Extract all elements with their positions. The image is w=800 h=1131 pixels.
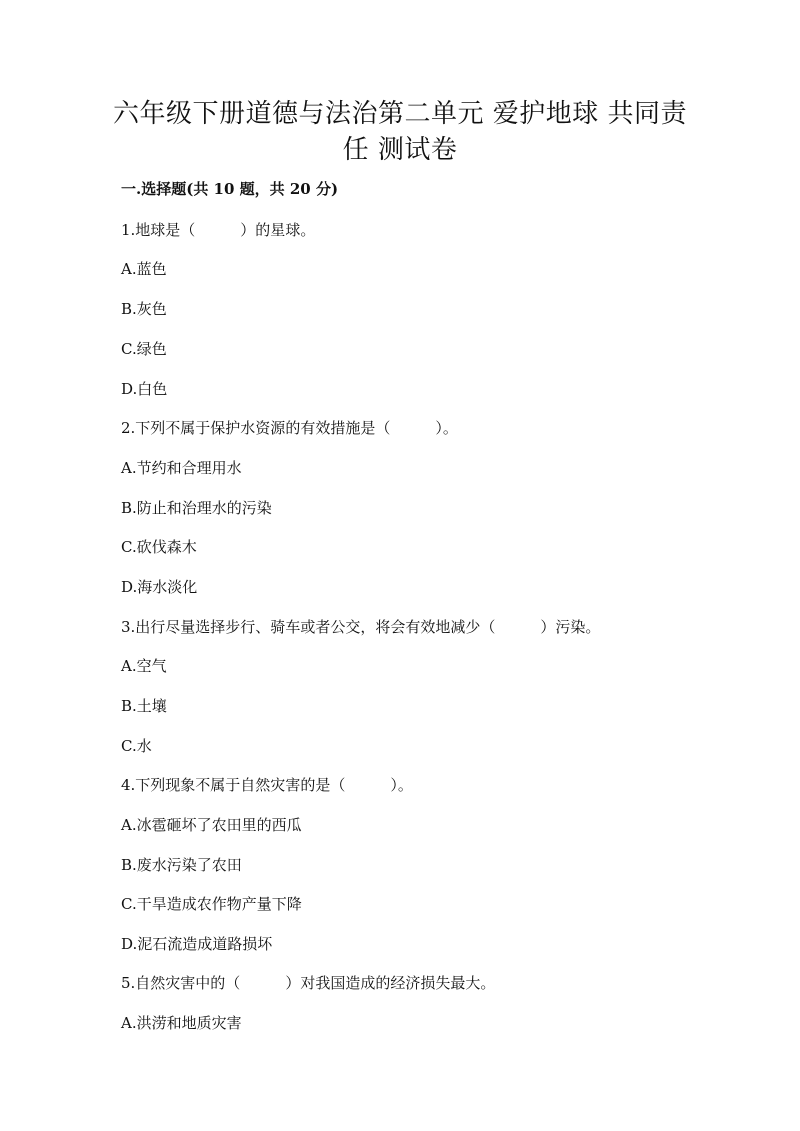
question-1-option-d: D.白色	[121, 380, 168, 398]
question-4-option-c: C.干旱造成农作物产量下降	[121, 895, 302, 913]
question-4-stem: 4.下列现象不属于自然灾害的是（ ）。	[121, 776, 413, 794]
question-3-option-a: A.空气	[121, 657, 167, 675]
question-1-option-c: C.绿色	[121, 340, 167, 358]
title-line-1: 六年级下册道德与法治第二单元 爱护地球 共同责	[112, 99, 688, 129]
question-2-option-c: C.砍伐森木	[121, 538, 197, 556]
question-1-option-a: A.蓝色	[121, 260, 167, 278]
question-2-stem: 2.下列不属于保护水资源的有效措施是（ ）。	[121, 419, 458, 437]
question-4-option-d: D.泥石流造成道路损坏	[121, 935, 273, 953]
question-4-option-a: A.冰雹砸坏了农田里的西瓜	[121, 816, 302, 834]
section-heading: 一.选择题(共 10 题，共 20 分)	[121, 180, 339, 198]
question-3-stem: 3.出行尽量选择步行、骑车或者公交，将会有效地减少（ ）污染。	[121, 618, 601, 636]
question-3-option-b: B.土壤	[121, 697, 167, 715]
question-2-option-d: D.海水淡化	[121, 578, 198, 596]
question-1-option-b: B.灰色	[121, 300, 167, 318]
question-5-stem: 5.自然灾害中的（ ）对我国造成的经济损失最大。	[121, 974, 496, 992]
question-2-option-b: B.防止和治理水的污染	[121, 499, 272, 517]
question-1-stem: 1.地球是（ ）的星球。	[121, 221, 316, 239]
question-4-option-b: B.废水污染了农田	[121, 856, 242, 874]
page-title	[100, 96, 700, 168]
question-5-option-a: A.洪涝和地质灾害	[121, 1014, 242, 1032]
title-line-2: 任 测试卷	[342, 135, 458, 165]
question-2-option-a: A.节约和合理用水	[121, 459, 242, 477]
question-3-option-c: C.水	[121, 737, 152, 755]
